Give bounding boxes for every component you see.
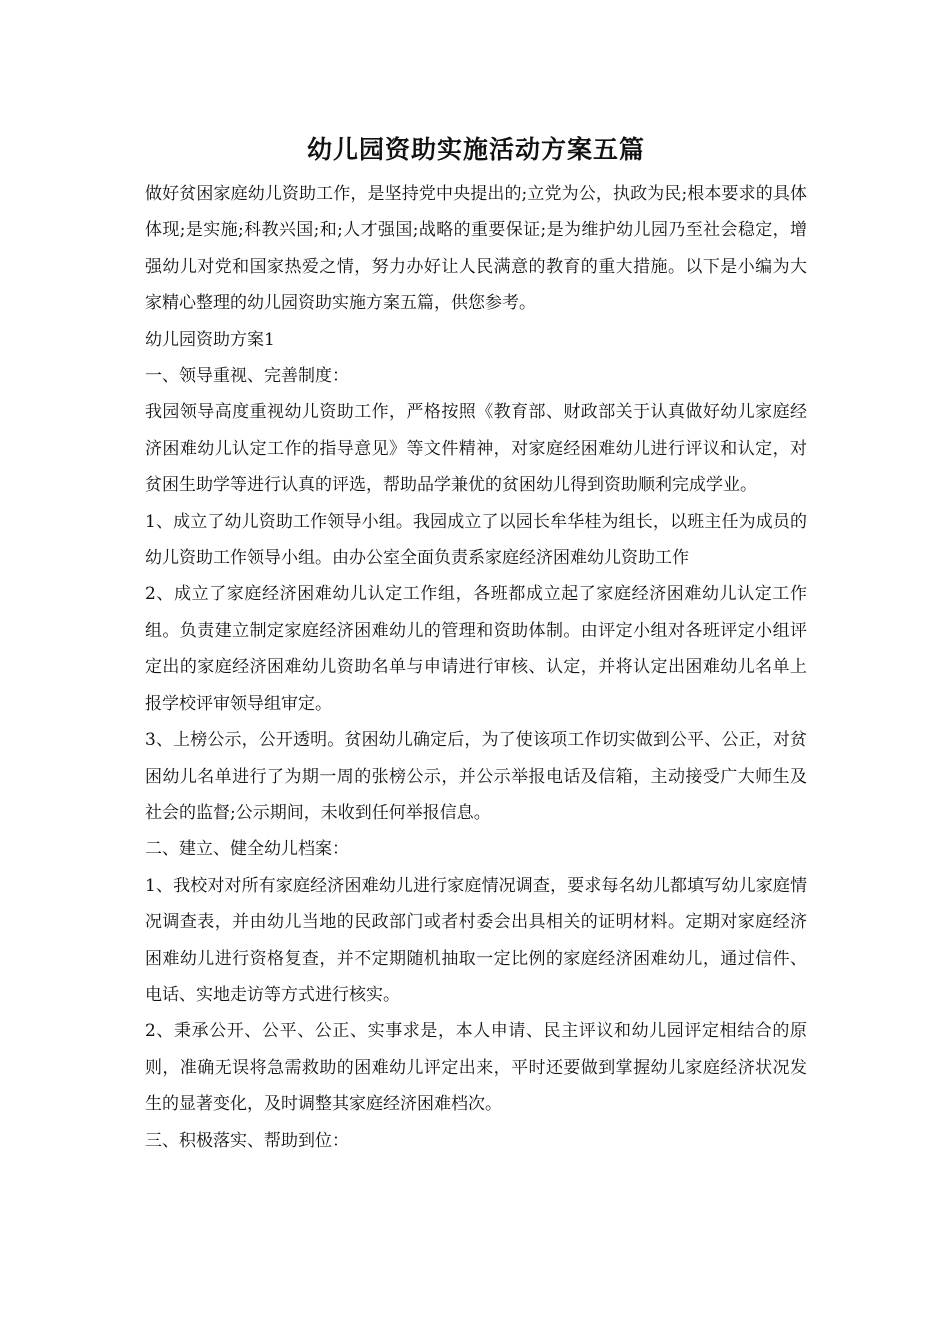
document-page (145, 128, 807, 1159)
intro-paragraph: 做好贫困家庭幼儿资助工作，是坚持党中央提出的;立党为公，执政为民;根本要求的具体体现;是实施;科教兴国;和;人才强国;战略的重要保证;是为维护幼儿园乃至社会稳定，增强幼儿对党和国家热爱之情，努力办好让人民满意的教育的重大措施。以下是小编为大家精心整理的幼儿园资助实施方案五篇，供您参考。 (145, 184, 807, 314)
list-item: 3、上榜公示，公开透明。贫困幼儿确定后，为了使该项工作切实做到公平、公正，对贫困幼儿名单进行了为期一周的张榜公示，并公示举报电话及信箱，主动接受广大师生及社会的监督;公示期间，未收到任何举报信息。 (145, 730, 807, 823)
list-item: 1、我校对对所有家庭经济困难幼儿进行家庭情况调查，要求每名幼儿都填写幼儿家庭情况调查表，并由幼儿当地的民政部门或者村委会出具相关的证明材料。定期对家庭经济困难幼儿进行资格复查，并不定期随机抽取一定比例的家庭经济困难幼儿，通过信件、电话、实地走访等方式进行核实。 (145, 875, 807, 1005)
section-heading-plan-1: 幼儿园资助方案1 (145, 329, 275, 350)
document-title: 幼儿园资助实施活动方案五篇 (306, 135, 645, 164)
list-item: 2、成立了家庭经济困难幼儿认定工作组，各班都成立起了家庭经济困难幼儿认定工作组。负责建立制定家庭经济困难幼儿的管理和资助体制。由评定小组对各班评定小组评定出的家庭经济困难幼儿资助名单与申请进行审核、认定，并将认定出困难幼儿名单上报学校评审领导组审定。 (145, 584, 807, 714)
section-heading-3: 三、积极落实、帮助到位： (145, 1130, 349, 1151)
section-heading-2: 二、建立、健全幼儿档案： (145, 839, 349, 860)
body-paragraph: 我园领导高度重视幼儿资助工作，严格按照《教育部、财政部关于认真做好幼儿家庭经济困难幼儿认定工作的指导意见》等文件精神，对家庭经困难幼儿进行评议和认定，对贫困生助学等进行认真的评选，帮助品学兼优的贫困幼儿得到资助顺利完成学业。 (145, 402, 807, 496)
list-item: 2、秉承公开、公平、公正、实事求是，本人申请、民主评议和幼儿园评定相结合的原则，准确无误将急需救助的困难幼儿评定出来，平时还要做到掌握幼儿家庭经济状况发生的显著变化，及时调整其家庭经济困难档次。 (145, 1021, 807, 1115)
list-item: 1、成立了幼儿资助工作领导小组。我园成立了以园长牟华桂为组长，以班主任为成员的幼儿资助工作领导小组。由办公室全面负责系家庭经济困难幼儿资助工作 (145, 511, 807, 569)
section-heading-1: 一、领导重视、完善制度： (145, 366, 349, 387)
